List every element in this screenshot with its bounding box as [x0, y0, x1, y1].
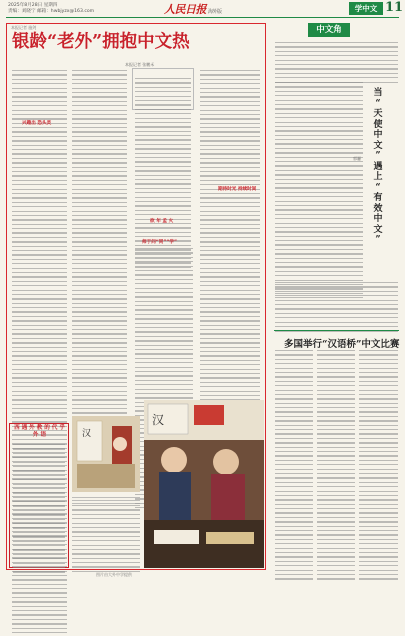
- vtitle-char: ”: [375, 235, 381, 245]
- svg-text:汉: 汉: [152, 413, 165, 427]
- feature-box-text: [13, 444, 65, 576]
- side-text-col-b: [317, 350, 355, 583]
- side-divider: [274, 330, 399, 331]
- logo-text: 人民日报: [164, 3, 206, 16]
- subhead-3: 师于问“同”“学”: [142, 240, 178, 245]
- photo-students-with-teacher: [144, 400, 264, 568]
- subhead-4: 期待时光 持续时间: [218, 187, 257, 192]
- text-column-4: [200, 70, 260, 452]
- issue-date: 2025年8月28日 星期四: [8, 3, 58, 8]
- article-byline: 本报记者 张鹏禾: [125, 62, 155, 67]
- article-title: 银龄“老外”拥抱中文热: [12, 32, 190, 52]
- vtitle-char: 天: [373, 109, 383, 119]
- vtitle-char: 效: [373, 203, 383, 214]
- column-author: 郭骊: [353, 156, 361, 161]
- subhead-2: 欲 年 孟 火: [150, 219, 174, 224]
- photo-calligraphy-class: [72, 416, 140, 492]
- vtitle-char: 中: [373, 130, 383, 140]
- vtitle-char: “: [375, 98, 381, 109]
- vtitle-char: 使: [373, 119, 383, 130]
- vtitle-char: 文: [373, 224, 383, 235]
- side-article-title: 多国举行“汉语桥”中文比赛: [284, 339, 400, 350]
- vtitle-char: 有: [373, 193, 383, 203]
- column-vertical-title: [371, 88, 385, 246]
- edition-label: 海外版: [208, 9, 222, 15]
- vtitle-char: ”: [375, 151, 381, 161]
- vtitle-char: “: [375, 182, 381, 193]
- side-text-col-a: [275, 350, 313, 583]
- text-column-2: [72, 70, 127, 452]
- side-column-text: [275, 82, 363, 302]
- column-label: 中文角: [308, 23, 350, 37]
- article-footer: 图片由大外中学提供: [96, 572, 132, 577]
- vtitle-char: 当: [373, 88, 383, 98]
- vtitle-char: 上: [373, 172, 383, 182]
- vtitle-char: 文: [373, 140, 383, 151]
- article-kicker: 本报记者 施剑: [11, 25, 37, 30]
- feature-box-title: 西 遇 外 教 的 代 乎 外 语: [14, 425, 65, 438]
- header-divider: [6, 17, 399, 18]
- page-number: 11: [385, 0, 404, 15]
- side-text-col-c: [359, 350, 398, 583]
- editor-credit: 责编：刘晓宁 邮箱：hwbjyzx@163.com: [8, 9, 95, 14]
- subhead-1: 兴趣出 恐头灵: [22, 121, 52, 126]
- vtitle-char: 中: [373, 214, 383, 224]
- text-column-2b: [72, 505, 140, 575]
- side-column-intro-text: [275, 42, 398, 86]
- section-label: 学中文: [349, 2, 383, 15]
- svg-text:汉: 汉: [82, 429, 92, 439]
- issue-date-line: [8, 3, 94, 15]
- masthead-logo: [164, 1, 222, 17]
- side-column-text-2: [275, 282, 398, 335]
- vtitle-char: 遇: [373, 161, 383, 172]
